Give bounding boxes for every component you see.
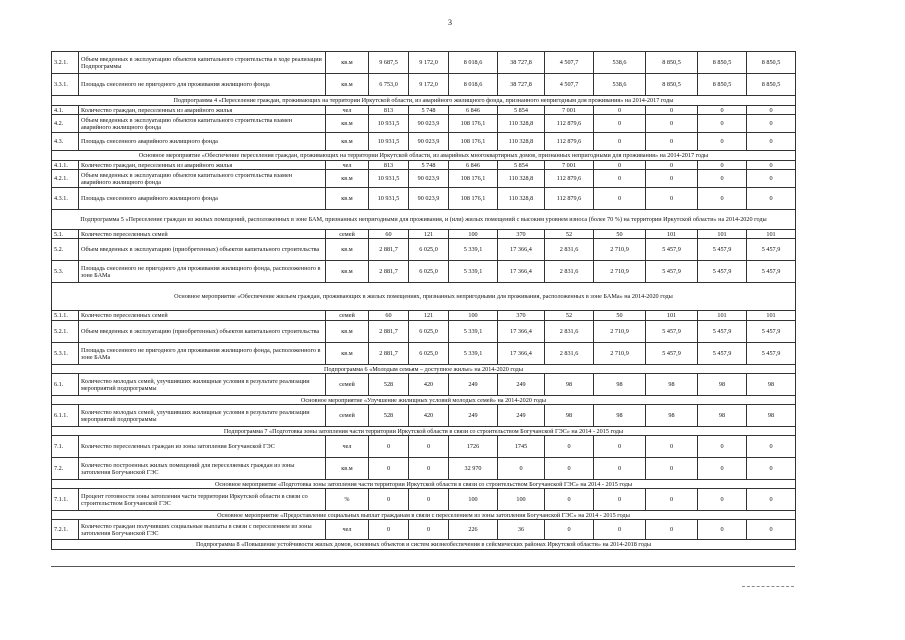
value-cell: 420 xyxy=(409,405,449,427)
value-cell: 2 831,6 xyxy=(545,343,594,365)
indicator-name: Количество граждан, переселенных из аварийного жилья xyxy=(79,161,326,170)
unit-cell: семей xyxy=(326,230,369,239)
value-cell: 813 xyxy=(369,161,409,170)
section-heading: Подпрограмма 8 «Повышение устойчивости жилых домов, основных объектов и систем жизнеобеспечения в сейсмических районах Иркутской области» на 2014-2018 годы xyxy=(52,540,796,550)
table-row xyxy=(52,343,796,365)
row-number: 5.1. xyxy=(52,230,79,239)
value-cell: 2 831,6 xyxy=(545,239,594,261)
value-cell: 0 xyxy=(594,520,646,540)
indicators-table xyxy=(51,51,796,550)
value-cell: 90 023,9 xyxy=(409,133,449,151)
table-row xyxy=(52,239,796,261)
row-number: 4.3.1. xyxy=(52,188,79,210)
value-cell: 5 457,9 xyxy=(646,321,698,343)
value-cell: 17 366,4 xyxy=(498,239,545,261)
row-number: 4.3. xyxy=(52,133,79,151)
table-row xyxy=(52,133,796,151)
value-cell: 121 xyxy=(409,230,449,239)
value-cell: 2 881,7 xyxy=(369,321,409,343)
section-heading-row xyxy=(52,427,796,436)
value-cell: 98 xyxy=(747,405,796,427)
value-cell: 0 xyxy=(698,520,747,540)
value-cell: 813 xyxy=(369,106,409,115)
section-heading: Подпрограмма 7 «Подготовка зоны затопления части территории Иркутской области в связи со строительством Богучанской ГЭС» на 2014 - 2015 годы xyxy=(52,427,796,436)
value-cell: 112 879,6 xyxy=(545,115,594,133)
value-cell: 6 025,0 xyxy=(409,239,449,261)
value-cell: 5 457,9 xyxy=(747,239,796,261)
value-cell: 9 172,0 xyxy=(409,52,449,74)
unit-cell: кв.м xyxy=(326,458,369,480)
value-cell: 0 xyxy=(747,161,796,170)
value-cell: 0 xyxy=(646,115,698,133)
value-cell: 0 xyxy=(747,188,796,210)
unit-cell: кв.м xyxy=(326,321,369,343)
value-cell: 98 xyxy=(545,374,594,396)
indicator-name: Площадь снесенного не пригодного для проживания жилищного фонда, расположенного в зоне БАМа xyxy=(79,343,326,365)
value-cell: 98 xyxy=(698,405,747,427)
indicator-name: Количество молодых семей, улучшивших жилищные условия в результате реализации мероприятий подпрограммы xyxy=(79,374,326,396)
value-cell: 0 xyxy=(747,458,796,480)
indicator-name: Объем введенных в эксплуатацию объектов капитального строительства взамен аварийного жилищного фонда xyxy=(79,170,326,188)
value-cell: 101 xyxy=(747,230,796,239)
table-row xyxy=(52,115,796,133)
value-cell: 36 xyxy=(498,520,545,540)
value-cell: 2 710,9 xyxy=(594,239,646,261)
value-cell: 10 931,5 xyxy=(369,133,409,151)
value-cell: 5 339,1 xyxy=(449,321,498,343)
value-cell: 0 xyxy=(369,436,409,458)
value-cell: 121 xyxy=(409,311,449,321)
value-cell: 5 457,9 xyxy=(698,321,747,343)
row-number: 5.3.1. xyxy=(52,343,79,365)
value-cell: 0 xyxy=(594,115,646,133)
value-cell: 7 001 xyxy=(545,106,594,115)
value-cell: 0 xyxy=(369,458,409,480)
value-cell: 6 025,0 xyxy=(409,261,449,283)
table-row xyxy=(52,188,796,210)
value-cell: 528 xyxy=(369,374,409,396)
value-cell: 6 846 xyxy=(449,106,498,115)
value-cell: 110 328,8 xyxy=(498,115,545,133)
value-cell: 110 328,8 xyxy=(498,133,545,151)
indicator-name: Объем введенных в эксплуатацию объектов капитального строительства взамен аварийного жилищного фонда xyxy=(79,115,326,133)
value-cell: 5 339,1 xyxy=(449,343,498,365)
value-cell: 100 xyxy=(449,311,498,321)
section-heading-row xyxy=(52,540,796,550)
unit-cell: кв.м xyxy=(326,115,369,133)
value-cell: 9 687,5 xyxy=(369,52,409,74)
unit-cell: чел xyxy=(326,161,369,170)
table-row xyxy=(52,74,796,96)
value-cell: 0 xyxy=(369,489,409,511)
value-cell: 5 457,9 xyxy=(698,343,747,365)
value-cell: 1726 xyxy=(449,436,498,458)
table-row xyxy=(52,106,796,115)
section-heading-row xyxy=(52,151,796,161)
row-number: 7.1.1. xyxy=(52,489,79,511)
value-cell: 2 831,6 xyxy=(545,321,594,343)
value-cell: 370 xyxy=(498,311,545,321)
table-row xyxy=(52,458,796,480)
value-cell: 108 176,1 xyxy=(449,188,498,210)
value-cell: 0 xyxy=(545,458,594,480)
value-cell: 10 931,5 xyxy=(369,188,409,210)
section-heading: Основное мероприятие «Обеспечение переселения граждан, проживающих на территории Иркутской области, из аварийных многоквартирных домов, признанных непригодными для проживания» на 2014-2017 годы xyxy=(52,151,796,161)
value-cell: 8 850,5 xyxy=(747,52,796,74)
section-heading-row xyxy=(52,480,796,489)
value-cell: 110 328,8 xyxy=(498,188,545,210)
value-cell: 100 xyxy=(449,489,498,511)
value-cell: 32 970 xyxy=(449,458,498,480)
page-number: 3 xyxy=(448,18,452,27)
value-cell: 6 753,0 xyxy=(369,74,409,96)
table-row xyxy=(52,436,796,458)
value-cell: 0 xyxy=(698,170,747,188)
value-cell: 5 457,9 xyxy=(646,261,698,283)
value-cell: 108 176,1 xyxy=(449,170,498,188)
section-heading-row xyxy=(52,210,796,230)
section-heading-row xyxy=(52,396,796,405)
section-heading-row xyxy=(52,283,796,311)
value-cell: 110 328,8 xyxy=(498,170,545,188)
value-cell: 98 xyxy=(747,374,796,396)
value-cell: 0 xyxy=(747,115,796,133)
value-cell: 2 710,9 xyxy=(594,261,646,283)
row-number: 5.1.1. xyxy=(52,311,79,321)
section-heading: Основное мероприятие «Улучшение жилищных условий молодых семей» на 2014-2020 годы xyxy=(52,396,796,405)
unit-cell: чел xyxy=(326,436,369,458)
table-row xyxy=(52,321,796,343)
row-number: 4.1. xyxy=(52,106,79,115)
table-row xyxy=(52,520,796,540)
value-cell: 7 001 xyxy=(545,161,594,170)
section-heading-row xyxy=(52,96,796,106)
value-cell: 108 176,1 xyxy=(449,133,498,151)
table-row xyxy=(52,489,796,511)
value-cell: 0 xyxy=(698,133,747,151)
value-cell: 98 xyxy=(594,405,646,427)
unit-cell: кв.м xyxy=(326,343,369,365)
value-cell: 60 xyxy=(369,230,409,239)
value-cell: 101 xyxy=(646,230,698,239)
value-cell: 98 xyxy=(646,405,698,427)
value-cell: 249 xyxy=(498,405,545,427)
value-cell: 52 xyxy=(545,230,594,239)
indicator-name: Количество построенных жилых помещений для переселяемых граждан из зоны затопления Богучанской ГЭС xyxy=(79,458,326,480)
value-cell: 0 xyxy=(646,458,698,480)
value-cell: 0 xyxy=(409,489,449,511)
value-cell: 0 xyxy=(409,436,449,458)
value-cell: 17 366,4 xyxy=(498,261,545,283)
table-row xyxy=(52,261,796,283)
row-number: 6.1. xyxy=(52,374,79,396)
value-cell: 112 879,6 xyxy=(545,188,594,210)
row-number: 5.3. xyxy=(52,261,79,283)
unit-cell: кв.м xyxy=(326,261,369,283)
row-number: 3.3.1. xyxy=(52,74,79,96)
indicator-name: Площадь снесенного аварийного жилищного фонда xyxy=(79,188,326,210)
value-cell: 2 831,6 xyxy=(545,261,594,283)
value-cell: 5 457,9 xyxy=(698,261,747,283)
value-cell: 10 931,5 xyxy=(369,115,409,133)
value-cell: 5 339,1 xyxy=(449,261,498,283)
value-cell: 101 xyxy=(646,311,698,321)
value-cell: 528 xyxy=(369,405,409,427)
table-row xyxy=(52,170,796,188)
value-cell: 2 881,7 xyxy=(369,261,409,283)
unit-cell: семей xyxy=(326,311,369,321)
value-cell: 98 xyxy=(594,374,646,396)
row-number: 4.1.1. xyxy=(52,161,79,170)
value-cell: 538,6 xyxy=(594,52,646,74)
value-cell: 0 xyxy=(409,458,449,480)
unit-cell: кв.м xyxy=(326,188,369,210)
indicator-name: Количество молодых семей, улучшивших жилищные условия в результате реализации мероприятий подпрограммы xyxy=(79,405,326,427)
value-cell: 0 xyxy=(498,458,545,480)
unit-cell: кв.м xyxy=(326,170,369,188)
value-cell: 0 xyxy=(594,133,646,151)
unit-cell: чел xyxy=(326,520,369,540)
value-cell: 0 xyxy=(698,106,747,115)
row-number: 7.1. xyxy=(52,436,79,458)
value-cell: 4 507,7 xyxy=(545,52,594,74)
table-row xyxy=(52,311,796,321)
value-cell: 2 710,9 xyxy=(594,343,646,365)
indicator-name: Площадь снесенного не пригодного для проживания жилищного фонда xyxy=(79,74,326,96)
value-cell: 50 xyxy=(594,230,646,239)
row-number: 6.1.1. xyxy=(52,405,79,427)
value-cell: 0 xyxy=(646,489,698,511)
indicator-name: Количество переселенных семей xyxy=(79,311,326,321)
table-row xyxy=(52,161,796,170)
value-cell: 4 507,7 xyxy=(545,74,594,96)
value-cell: 1745 xyxy=(498,436,545,458)
indicator-name: Объем введенных в эксплуатацию объектов капитального строительства в ходе реализации Подпрограммы xyxy=(79,52,326,74)
table-row xyxy=(52,374,796,396)
unit-cell: кв.м xyxy=(326,133,369,151)
value-cell: 6 846 xyxy=(449,161,498,170)
value-cell: 0 xyxy=(698,161,747,170)
section-heading: Подпрограмма 6 «Молодым семьям – доступное жилье» на 2014-2020 годы xyxy=(52,365,796,374)
value-cell: 101 xyxy=(698,230,747,239)
value-cell: 0 xyxy=(594,489,646,511)
section-heading-row xyxy=(52,511,796,520)
value-cell: 0 xyxy=(698,115,747,133)
value-cell: 0 xyxy=(646,436,698,458)
value-cell: 2 881,7 xyxy=(369,343,409,365)
unit-cell: семей xyxy=(326,374,369,396)
value-cell: 0 xyxy=(646,133,698,151)
value-cell: 10 931,5 xyxy=(369,170,409,188)
section-heading: Подпрограмма 5 «Переселение граждан из жилых помещений, расположенных в зоне БАМ, признанных непригодными для проживания, и (или) жилых помещений с высоким уровнем износа (более 70 %) на территории Иркутской области» на 2014-2020 годы xyxy=(52,210,796,230)
table-row xyxy=(52,405,796,427)
value-cell: 38 727,8 xyxy=(498,52,545,74)
value-cell: 101 xyxy=(698,311,747,321)
indicator-name: Количество переселенных семей xyxy=(79,230,326,239)
section-heading-row xyxy=(52,365,796,374)
row-number: 3.2.1. xyxy=(52,52,79,74)
value-cell: 112 879,6 xyxy=(545,133,594,151)
value-cell: 0 xyxy=(545,436,594,458)
value-cell: 5 457,9 xyxy=(747,321,796,343)
value-cell: 0 xyxy=(747,520,796,540)
value-cell: 0 xyxy=(646,161,698,170)
value-cell: 0 xyxy=(545,489,594,511)
indicator-name: Количество граждан получивших социальные выплаты в связи с переселением из зоны затопления Богучанской ГЭС xyxy=(79,520,326,540)
value-cell: 0 xyxy=(594,170,646,188)
indicator-name: Объем введенных в эксплуатацию (приобретенных) объектов капитального строительства xyxy=(79,321,326,343)
value-cell: 112 879,6 xyxy=(545,170,594,188)
value-cell: 8 018,6 xyxy=(449,74,498,96)
value-cell: 370 xyxy=(498,230,545,239)
value-cell: 90 023,9 xyxy=(409,188,449,210)
value-cell: 101 xyxy=(747,311,796,321)
row-number: 7.2. xyxy=(52,458,79,480)
row-number: 4.2.1. xyxy=(52,170,79,188)
indicator-name: Объем введенных в эксплуатацию (приобретенных) объектов капитального строительства xyxy=(79,239,326,261)
unit-cell: чел xyxy=(326,106,369,115)
unit-cell: кв.м xyxy=(326,52,369,74)
value-cell: 8 850,5 xyxy=(646,74,698,96)
value-cell: 0 xyxy=(369,520,409,540)
value-cell: 0 xyxy=(545,520,594,540)
value-cell: 108 176,1 xyxy=(449,115,498,133)
value-cell: 0 xyxy=(646,170,698,188)
value-cell: 0 xyxy=(698,436,747,458)
value-cell: 6 025,0 xyxy=(409,321,449,343)
value-cell: 5 748 xyxy=(409,161,449,170)
value-cell: 0 xyxy=(594,161,646,170)
value-cell: 0 xyxy=(698,188,747,210)
value-cell: 5 457,9 xyxy=(747,343,796,365)
value-cell: 0 xyxy=(594,188,646,210)
value-cell: 38 727,8 xyxy=(498,74,545,96)
section-heading: Подпрограмма 4 «Переселение граждан, проживающих на территории Иркутской области, из аварийного жилищного фонда, признанного непригодным для проживания» на 2014-2017 годы xyxy=(52,96,796,106)
value-cell: 5 457,9 xyxy=(698,239,747,261)
value-cell: 2 710,9 xyxy=(594,321,646,343)
value-cell: 0 xyxy=(646,106,698,115)
row-number: 5.2. xyxy=(52,239,79,261)
indicator-name: Количество граждан, переселенных из аварийного жилья xyxy=(79,106,326,115)
value-cell: 249 xyxy=(449,374,498,396)
unit-cell: кв.м xyxy=(326,239,369,261)
table-row xyxy=(52,52,796,74)
scan-bottom-line xyxy=(51,566,795,567)
value-cell: 50 xyxy=(594,311,646,321)
row-number: 4.2. xyxy=(52,115,79,133)
value-cell: 538,6 xyxy=(594,74,646,96)
value-cell: 5 748 xyxy=(409,106,449,115)
value-cell: 98 xyxy=(698,374,747,396)
value-cell: 0 xyxy=(747,489,796,511)
value-cell: 0 xyxy=(594,436,646,458)
scan-artifact-line xyxy=(742,586,794,587)
indicator-name: Процент готовности зоны затопления части территории Иркутской области в связи со строительством Богучанской ГЭС xyxy=(79,489,326,511)
value-cell: 0 xyxy=(747,106,796,115)
value-cell: 0 xyxy=(747,436,796,458)
section-heading: Основное мероприятие «Предоставление социальных выплат гражданам в связи с переселением из зоны затопления Богучанской ГЭС» на 2014 - 2015 годы xyxy=(52,511,796,520)
unit-cell: % xyxy=(326,489,369,511)
value-cell: 249 xyxy=(498,374,545,396)
value-cell: 8 850,5 xyxy=(698,52,747,74)
value-cell: 0 xyxy=(409,520,449,540)
value-cell: 5 457,9 xyxy=(646,239,698,261)
value-cell: 0 xyxy=(594,458,646,480)
row-number: 5.2.1. xyxy=(52,321,79,343)
value-cell: 52 xyxy=(545,311,594,321)
value-cell: 420 xyxy=(409,374,449,396)
value-cell: 60 xyxy=(369,311,409,321)
unit-cell: семей xyxy=(326,405,369,427)
table-row xyxy=(52,230,796,239)
value-cell: 8 018,6 xyxy=(449,52,498,74)
value-cell: 8 850,5 xyxy=(698,74,747,96)
value-cell: 98 xyxy=(646,374,698,396)
indicator-name: Площадь снесенного не пригодного для проживания жилищного фонда, расположенного в зоне БАМа xyxy=(79,261,326,283)
indicator-name: Площадь снесенного аварийного жилищного фонда xyxy=(79,133,326,151)
value-cell: 98 xyxy=(545,405,594,427)
value-cell: 0 xyxy=(646,520,698,540)
value-cell: 5 339,1 xyxy=(449,239,498,261)
indicator-name: Количество переселенных граждан из зоны затопления Богучанской ГЭС xyxy=(79,436,326,458)
value-cell: 0 xyxy=(698,489,747,511)
value-cell: 5 854 xyxy=(498,161,545,170)
value-cell: 5 854 xyxy=(498,106,545,115)
value-cell: 8 850,5 xyxy=(646,52,698,74)
value-cell: 90 023,9 xyxy=(409,170,449,188)
value-cell: 17 366,4 xyxy=(498,343,545,365)
value-cell: 100 xyxy=(449,230,498,239)
value-cell: 0 xyxy=(747,170,796,188)
value-cell: 90 023,9 xyxy=(409,115,449,133)
row-number: 7.2.1. xyxy=(52,520,79,540)
value-cell: 249 xyxy=(449,405,498,427)
value-cell: 226 xyxy=(449,520,498,540)
value-cell: 0 xyxy=(747,133,796,151)
value-cell: 6 025,0 xyxy=(409,343,449,365)
value-cell: 2 881,7 xyxy=(369,239,409,261)
value-cell: 9 172,0 xyxy=(409,74,449,96)
value-cell: 17 366,4 xyxy=(498,321,545,343)
value-cell: 5 457,9 xyxy=(747,261,796,283)
section-heading: Основное мероприятие «Подготовка зоны затопления части территории Иркутской области в связи со строительством Богучанской ГЭС» на 2014 - 2015 годы xyxy=(52,480,796,489)
value-cell: 0 xyxy=(698,458,747,480)
value-cell: 5 457,9 xyxy=(646,343,698,365)
section-heading: Основное мероприятие «Обеспечение жильем граждан, проживающих в жилых помещениях, признанных непригодными для проживания, расположенных в зоне БАМа» на 2014-2020 годы xyxy=(52,283,796,311)
value-cell: 100 xyxy=(498,489,545,511)
value-cell: 0 xyxy=(646,188,698,210)
unit-cell: кв.м xyxy=(326,74,369,96)
value-cell: 0 xyxy=(594,106,646,115)
value-cell: 8 850,5 xyxy=(747,74,796,96)
